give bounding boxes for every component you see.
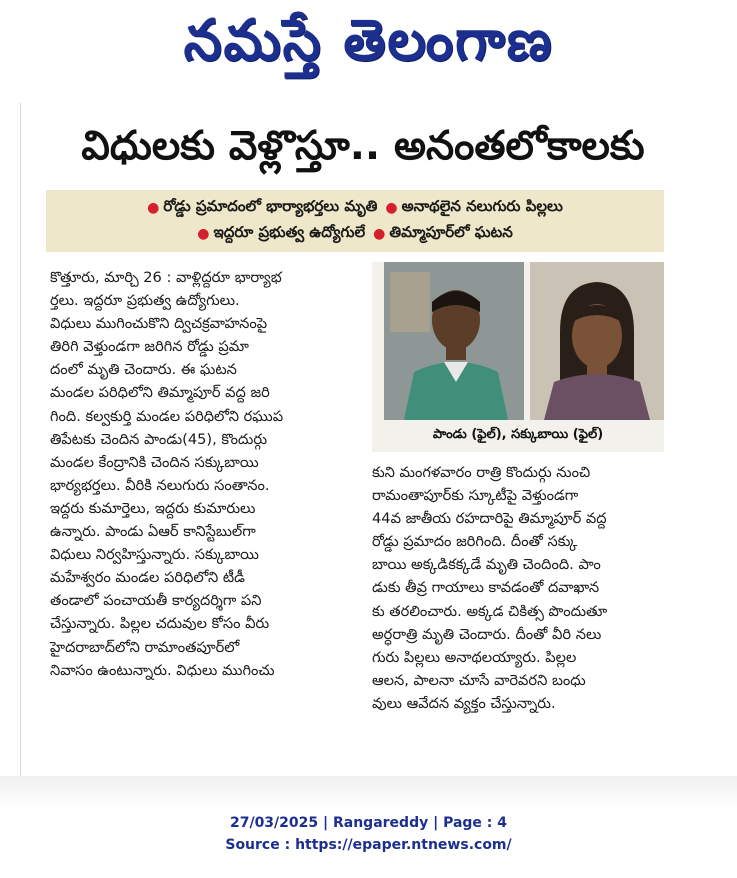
deck-line-2	[197, 223, 513, 245]
photo-caption: పాండు (ఫైల్), సక్కుబాయి (ఫైల్)	[432, 427, 604, 442]
footer-date-edition: 27/03/2025 | Rangareddy | Page : 4	[229, 815, 508, 831]
body-line: మండల పరిధిలోని తిమ్మాపూర్ వద్ద జరి	[50, 384, 270, 402]
bullet-icon: ●	[373, 226, 386, 242]
body-line: నివాసం ఉంటున్నారు. విధులు ముగించు	[50, 661, 275, 679]
bullet-icon: ●	[197, 226, 210, 242]
body-line: విధులు నిర్వహిస్తున్నారు. సక్కుబాయి	[50, 546, 259, 564]
footer-divider	[0, 776, 737, 810]
person-photo-icon	[530, 262, 664, 420]
deck-point: రోడ్డు ప్రమాదంలో భార్యాభర్తలు మృతి	[163, 197, 378, 215]
masthead	[0, 0, 737, 95]
body-line: ర్తలు. ఇద్దరూ ప్రభుత్వ ఉద్యోగులు.	[50, 292, 240, 310]
newspaper-logo: నమస్తే తెలంగాణ	[183, 7, 554, 74]
body-line: గురు పిల్లలు అనాథలయ్యారు. పిల్లల	[372, 648, 577, 666]
deck-point: తిమ్మాపూర్‌లో ఘటన	[389, 223, 513, 241]
body-line: వులు ఆవేదన వ్యక్తం చేస్తున్నారు.	[372, 694, 556, 712]
body-line: బాయి అక్కడికక్కడే మృతి చెందింది. పాం	[372, 556, 601, 574]
article-deck	[46, 190, 664, 252]
photo-pandu	[384, 262, 524, 420]
photo-block	[372, 262, 664, 452]
body-line: మహేశ్వరం మండల పరిధిలోని టీడీ	[50, 569, 245, 587]
article-body-right	[372, 461, 664, 715]
body-line: డుకు తీవ్ర గాయాలు కావడంతో దవాఖాన	[372, 579, 600, 597]
bullet-icon: ●	[385, 200, 398, 216]
article-headline: విధులకు వెళ్లొస్తూ.. అనంతలోకాలకు	[81, 123, 645, 169]
body-line: విధులు ముగించుకొని ద్విచక్రవాహనంపై	[50, 315, 268, 333]
body-line: అర్ధరాత్రి మృతి చెందారు. దీంతో వీరి నలు	[372, 625, 602, 643]
person-photo-icon	[384, 262, 524, 420]
page-footer	[0, 812, 737, 856]
body-line: కు తరలించారు. అక్కడ చికిత్స పొందుతూ	[372, 602, 608, 620]
body-line: మండల కేంద్రానికి చెందిన సక్కుబాయి	[50, 453, 259, 471]
body-line: రోడ్డు ప్రమాదం జరిగింది. దీంతో సక్కు	[372, 533, 578, 551]
body-line: గింది. కల్వకుర్తి మండల పరిధిలోని రఘుప	[50, 407, 284, 425]
deck-line-1	[147, 197, 563, 219]
footer-source: Source : https://epaper.ntnews.com/	[225, 837, 512, 853]
body-line: 44వ జాతీయ రహదారిపై తిమ్మాపూర్ వద్ద	[372, 510, 607, 528]
body-line: ఉన్నారు. పాండు ఏఆర్ కానిస్టేబుల్‌గా	[50, 523, 256, 541]
body-line: ఆలన, పాలనా చూసే వారెవరని బంధు	[372, 671, 586, 689]
body-line: కొత్తూరు, మార్చి 26 : వాళ్లిద్దరూ భార్యాభ	[50, 269, 282, 286]
body-line: తండాలో పంచాయతీ కార్యదర్శిగా పని	[50, 592, 262, 610]
bullet-icon: ●	[147, 200, 160, 216]
body-line: ఇద్దరు కుమార్తెలు, ఇద్దరు కుమారులు	[50, 499, 256, 517]
deck-point: ఇద్దరూ ప్రభుత్వ ఉద్యోగులే	[213, 223, 366, 241]
body-line: హైదరాబాద్‌లోని రామాంతపూర్‌లో	[50, 638, 240, 656]
deck-point: అనాథలైన నలుగురు పిల్లలు	[401, 197, 563, 215]
body-line: తిపేటకు చెందిన పాండు(45), కొందుర్గు	[50, 430, 268, 448]
photo-sakkubai	[530, 262, 664, 420]
body-line: కుని మంగళవారం రాత్రి కొందుర్గు నుంచి	[372, 464, 591, 481]
body-line: దంలో మృతి చెందారు. ఈ ఘటన	[50, 361, 237, 379]
body-line: రామంతాపూర్‌కు స్కూటీపై వెళ్తుండగా	[372, 487, 579, 505]
body-line: భార్యభర్తలు. వీరికి నలుగురు సంతానం.	[50, 476, 270, 494]
article-body-left	[50, 266, 362, 682]
body-line: తిరిగి వెళ్తుండగా జరిగిన రోడ్డు ప్రమా	[50, 338, 249, 356]
body-line: చేస్తున్నారు. పిల్లల చదువుల కోసం వీరు	[50, 615, 270, 633]
